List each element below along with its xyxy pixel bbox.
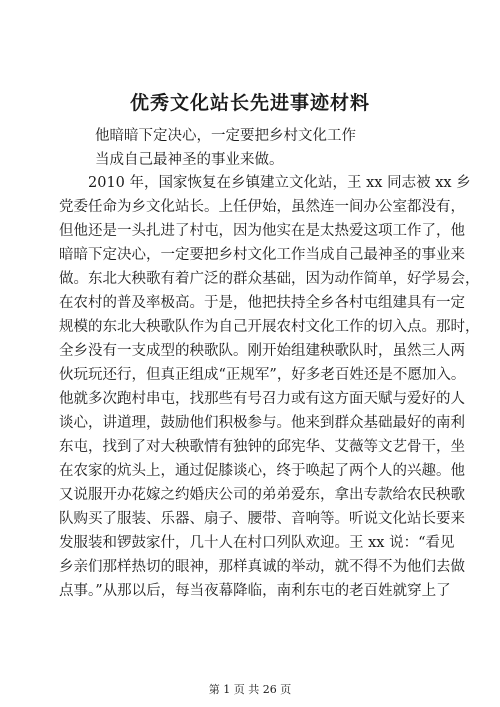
body-line: 全乡没有一支成型的秧歌队。刚开始组建秧歌队时，虽然三人两 (59, 343, 465, 359)
body-line: 谈心，讲道理，鼓励他们积极参与。他来到群众基础最好的南利 (59, 415, 465, 431)
subtitle-line-2: 当成自己最神圣的事业来做。 (95, 152, 284, 168)
body-line: 点事。”从那以后，每当夜幕降临，南利东屯的老百姓就穿上了 (59, 583, 451, 599)
body-line: 做。东北大秧歌有着广泛的群众基础，因为动作简单，好学易会， (59, 271, 480, 287)
body-line: 伙玩玩还行，但真正组成“正规军”，好多老百姓还是不愿加入。 (59, 367, 466, 383)
body-line: 他就多次跑村串屯，找那些有号召力或有这方面天赋与爱好的人 (59, 391, 465, 407)
body-line: 但他还是一头扎进了村屯，因为他实在是太热爱这项工作了，他 (59, 223, 465, 239)
body-line: 党委任命为乡文化站长。上任伊始，虽然连一间办公室都没有， (59, 199, 465, 215)
body-line: 东屯，找到了对大秧歌情有独钟的邱宪华、艾薇等文艺骨干，坐 (59, 439, 465, 455)
body-line: 队购买了服装、乐器、扇子、腰带、音响等。听说文化站长要来 (59, 511, 465, 527)
page-footer: 第 1 页 共 26 页 (208, 683, 292, 696)
body-line: 在农家的炕头上，通过促膝谈心，终于唤起了两个人的兴趣。他 (59, 463, 465, 479)
body-line: 规模的东北大秧歌队作为自己开展农村文化工作的切入点。那时， (59, 319, 480, 335)
body-line: 发服装和锣鼓家什，几十人在村口列队欢迎。王 xx 说：“看见 (59, 535, 455, 551)
body-line: 2010 年，国家恢复在乡镇建立文化站，王 xx 同志被 xx 乡 (88, 175, 471, 191)
body-line: 乡亲们那样热切的眼神，那样真诚的举动，就不得不为他们去做 (59, 559, 465, 575)
body-line: 暗暗下定决心，一定要把乡村文化工作当成自己最神圣的事业来 (59, 247, 465, 263)
body-line: 在农村的普及率极高。于是，他把扶持全乡各村屯组建具有一定 (59, 295, 465, 311)
document-title: 优秀文化站长先进事迹材料 (129, 92, 370, 114)
subtitle-line-1: 他暗暗下定决心，一定要把乡村文化工作 (95, 128, 356, 144)
body-line: 又说服开办花嫁之约婚庆公司的弟弟爱东，拿出专款给农民秧歌 (59, 487, 465, 503)
